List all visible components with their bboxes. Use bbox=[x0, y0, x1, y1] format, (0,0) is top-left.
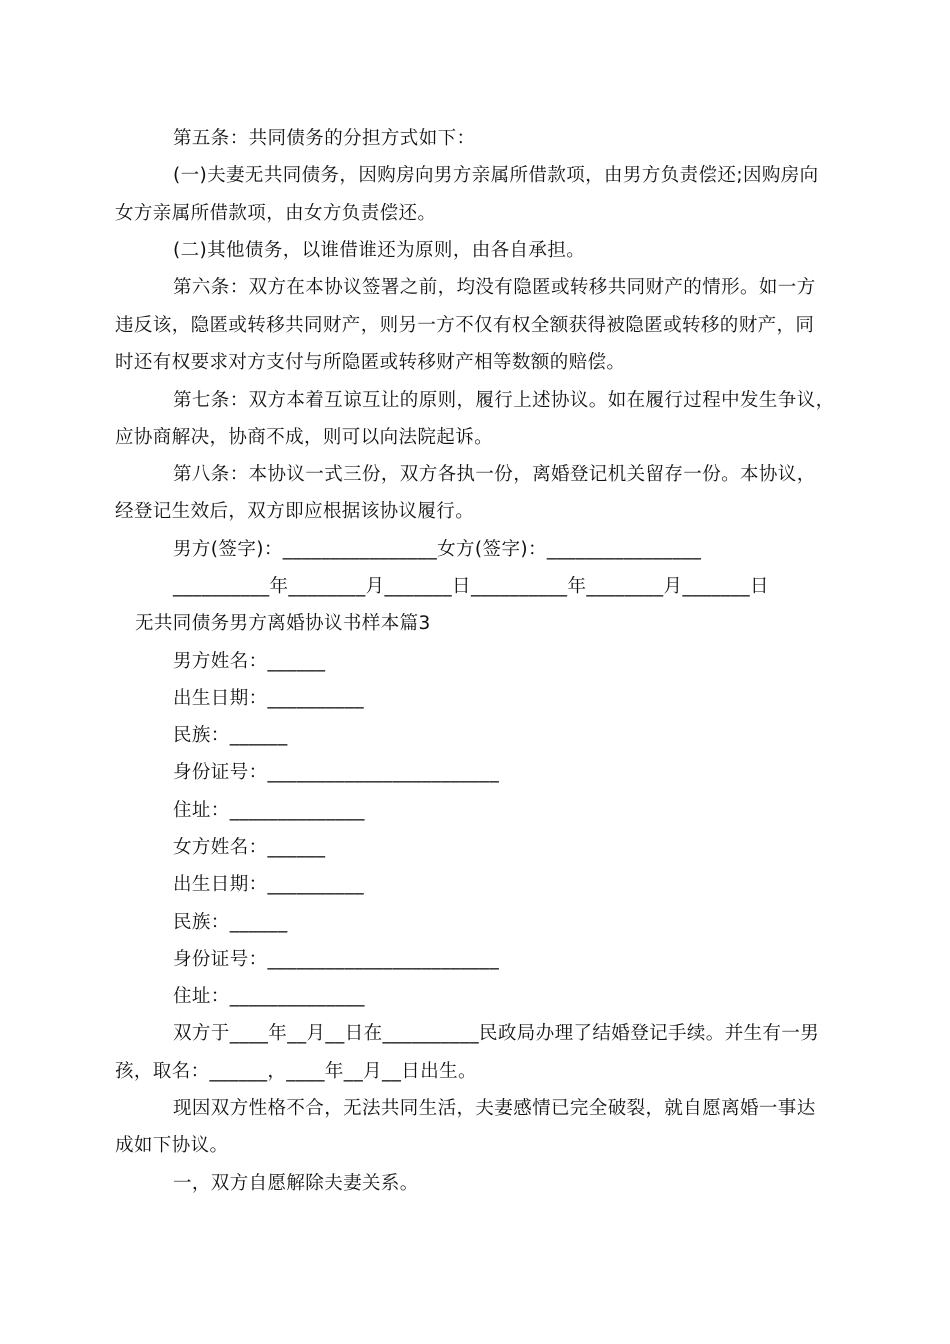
marriage-registration-line-1: 双方于____年__月__日在__________民政局办理了结婚登记手续。并生有一男 bbox=[173, 1023, 820, 1044]
female-ethnicity-field: 民族：______ bbox=[173, 912, 288, 933]
female-id-field: 身份证号：________________________ bbox=[173, 949, 500, 970]
section-title: 无共同债务男方离婚协议书样本篇3 bbox=[135, 613, 431, 634]
date-line: __________年________月_______日__________年________月_______日 bbox=[173, 576, 769, 597]
male-id-field: 身份证号：________________________ bbox=[173, 762, 500, 783]
clause-6-line-1: 第六条：双方在本协议签署之前，均没有隐匿或转移共同财产的情形。如一方 bbox=[173, 277, 816, 298]
male-name-field: 男方姓名：______ bbox=[173, 651, 326, 672]
clause-5-heading: 第五条：共同债务的分担方式如下： bbox=[173, 128, 476, 149]
clause-5-item-2: (二)其他债务，以谁借谁还为原则，由各自承担。 bbox=[173, 240, 586, 261]
clause-6-line-2: 违反该，隐匿或转移共同财产，则另一方不仅有权全额获得被隐匿或转移的财产，同 bbox=[115, 315, 815, 336]
clause-7-line-2: 应协商解决，协商不成，则可以向法院起诉。 bbox=[115, 427, 494, 448]
marriage-registration-line-2: 孩，取名：______，____年__月__日出生。 bbox=[115, 1061, 477, 1082]
clause-7-line-1: 第七条：双方本着互谅互让的原则，履行上述协议。如在履行过程中发生争议， bbox=[173, 390, 835, 411]
clause-5-item-1-line-2: 女方亲属所借款项，由女方负责偿还。 bbox=[115, 203, 437, 224]
clause-5-item-1-line-1: (一)夫妻无共同债务，因购房向男方亲属所借款项，由男方负责偿还;因购房向 bbox=[173, 165, 819, 186]
divorce-reason-line-1: 现因双方性格不合，无法共同生活，夫妻感情已完全破裂，就自愿离婚一事达 bbox=[173, 1098, 816, 1119]
clause-1-dissolution: 一，双方自愿解除夫妻关系。 bbox=[173, 1173, 419, 1194]
clause-8-line-1: 第八条：本协议一式三份，双方各执一份，离婚登记机关留存一份。本协议， bbox=[173, 464, 816, 485]
divorce-reason-line-2: 成如下协议。 bbox=[115, 1135, 229, 1156]
female-birthdate-field: 出生日期：__________ bbox=[173, 874, 365, 895]
female-name-field: 女方姓名：______ bbox=[173, 837, 326, 858]
male-ethnicity-field: 民族：______ bbox=[173, 725, 288, 746]
clause-6-line-3: 时还有权要求对方支付与所隐匿或转移财产相等数额的赔偿。 bbox=[115, 352, 626, 373]
female-address-field: 住址：______________ bbox=[173, 986, 365, 1007]
male-address-field: 住址：______________ bbox=[173, 800, 365, 821]
signature-line: 男方(签字)：________________女方(签字)：________________ bbox=[173, 539, 702, 560]
male-birthdate-field: 出生日期：__________ bbox=[173, 688, 365, 709]
clause-8-line-2: 经登记生效后，双方即应根据该协议履行。 bbox=[115, 501, 475, 522]
